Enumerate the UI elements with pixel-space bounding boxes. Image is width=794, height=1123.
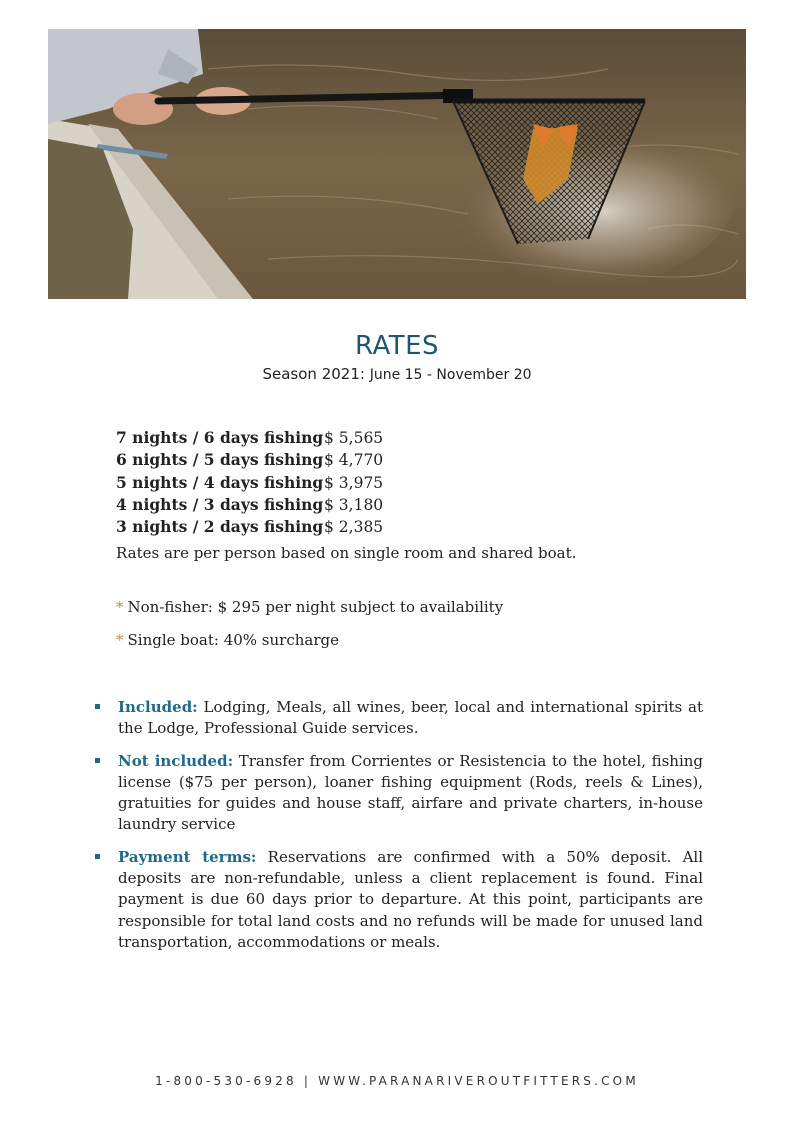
rate-label: 5 nights / 4 days fishing <box>116 472 324 492</box>
page-title: RATES <box>354 331 440 361</box>
term-text: Lodging, Meals, all wines, beer, local and international spirits at the Lodge, Professional Guide services. <box>118 698 703 738</box>
extra-text: Single boat: 40% surcharge <box>127 631 339 649</box>
rate-price: $ 2,385 <box>324 518 384 537</box>
fishing-net-photo <box>48 29 746 299</box>
rate-row <box>116 427 383 449</box>
rate-price: $ 4,770 <box>324 451 384 470</box>
rate-row <box>116 494 383 516</box>
season-line <box>0 365 794 383</box>
rate-row <box>116 516 383 538</box>
extra-non-fisher <box>116 598 503 616</box>
season-dates: June 15 - November 20 <box>369 367 532 383</box>
term-label: Not included: <box>118 751 234 770</box>
extra-single-boat <box>116 631 339 649</box>
term-label: Included: <box>118 698 198 716</box>
rates-note: Rates are per person based on single room and shared boat. <box>116 544 577 562</box>
rate-label: 3 nights / 2 days fishing <box>116 517 324 537</box>
season-label: Season 2021: <box>262 365 365 383</box>
rate-row <box>116 449 383 471</box>
rate-label: 6 nights / 5 days fishing <box>116 450 324 470</box>
square-bullet-icon <box>95 758 100 763</box>
extra-text: Non-fisher: $ 295 per night subject to availability <box>127 598 504 616</box>
term-not-included <box>94 751 703 836</box>
terms-list <box>94 697 703 964</box>
rate-row <box>116 472 383 494</box>
rate-price: $ 5,565 <box>324 429 384 447</box>
square-bullet-icon <box>95 854 100 859</box>
hero-photo <box>48 29 746 299</box>
rate-label: 4 nights / 3 days fishing <box>116 494 324 514</box>
rate-price: $ 3,180 <box>324 495 384 514</box>
term-label: Payment terms: <box>118 847 257 866</box>
term-text: Reservations are confirmed with a 50% deposit. All deposits are non-refundable, unless a client replacement is found. Final payment is due 60 days prior to departure. At this point, participants are responsible for total land costs and no refunds will be made for unused land transportation, accommodations or meals. <box>118 847 703 951</box>
square-bullet-icon <box>95 704 100 709</box>
rate-price: $ 3,975 <box>324 473 384 492</box>
term-included <box>94 697 703 740</box>
rates-list <box>116 427 383 538</box>
footer-contact: 1-800-530-6928 | WWW.PARANARIVEROUTFITTERS.COM <box>155 1074 639 1088</box>
rate-label: 7 nights / 6 days fishing <box>116 428 324 447</box>
asterisk-icon: * <box>116 598 124 616</box>
asterisk-icon: * <box>116 631 124 649</box>
term-payment <box>94 847 703 953</box>
term-text: Transfer from Corrientes or Resistencia to the hotel, fishing license ($75 per person), loaner fishing equipment (Rods, reels & Lines), gratuities for guides and house staff, airfare and private charters, in-house laundry service <box>118 751 704 834</box>
